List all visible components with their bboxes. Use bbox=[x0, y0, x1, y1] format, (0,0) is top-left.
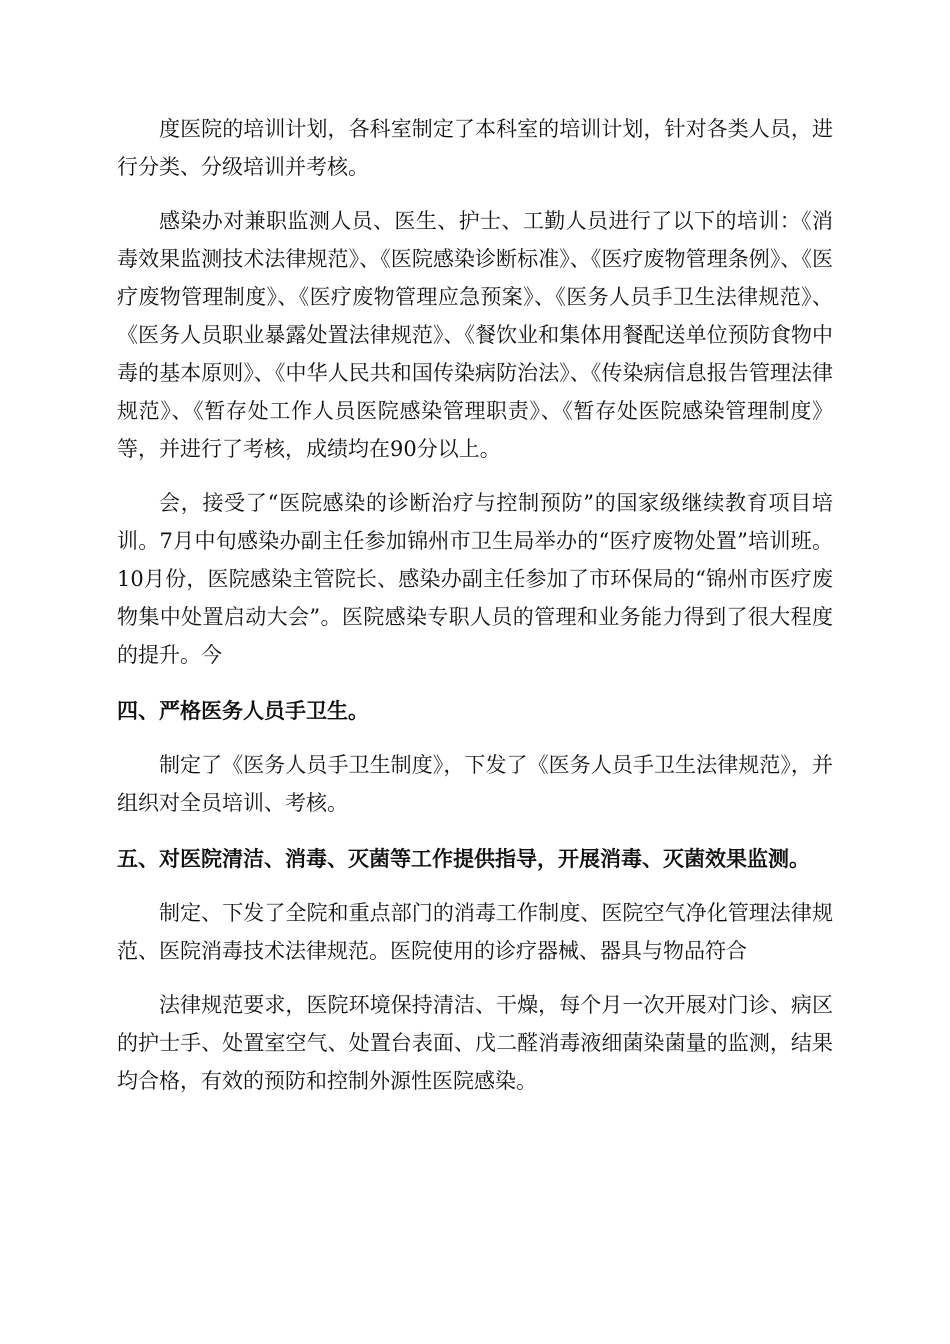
paragraph-training-list: 感染办对兼职监测人员、医生、护士、工勤人员进行了以下的培训：《消毒效果监测技术法律规范》、《医院感染诊断标准》、《医疗废物管理条例》、《医疗废物管理制度》、《医疗废物管理应急预案》、《医务人员手卫生法律规范》、《医务人员职业暴露处置法律规范》、《餐饮业和集体用餐配送单位预防食物中毒的基本原则》、《中华人民共和国传染病防治法》、《传染病信息报告管理法律规范》、《暂存处工作人员医院感染管理职责》、《暂存处医院感染管理制度》等，并进行了考核，成绩均在90分以上。 bbox=[117, 209, 833, 461]
paragraph-hand-hygiene: 制定了《医务人员手卫生制度》，下发了《医务人员手卫生法律规范》，并组织对全员培训、考核。 bbox=[117, 753, 833, 815]
section-heading-disinfection: 五、对医院清洁、消毒、灭菌等工作提供指导，开展消毒、灭菌效果监测。 bbox=[117, 847, 810, 871]
paragraph-disinfection-rules: 制定、下发了全院和重点部门的消毒工作制度、医院空气净化管理法律规范、医院消毒技术法律规范。医院使用的诊疗器械、器具与物品符合 bbox=[117, 901, 833, 963]
paragraph-disinfection-monitoring: 法律规范要求，医院环境保持清洁、干燥，每个月一次开展对门诊、病区的护士手、处置室空气、处置台表面、戊二醛消毒液细菌染菌量的监测，结果均合格，有效的预防和控制外源性医院感染。 bbox=[117, 993, 833, 1093]
paragraph-continuing-education: 会，接受了“医院感染的诊断治疗与控制预防”的国家级继续教育项目培训。7月中旬感染办副主任参加锦州市卫生局举办的“医疗废物处置”培训班。10月份，医院感染主管院长、感染办副主任参加了市环保局的“锦州市医疗废物集中处置启动大会”。医院感染专职人员的管理和业务能力得到了很大程度的提升。今 bbox=[117, 491, 833, 667]
paragraph-training-plan: 度医院的培训计划，各科室制定了本科室的培训计划，针对各类人员，进行分类、分级培训并考核。 bbox=[117, 117, 833, 179]
section-heading-hand-hygiene: 四、严格医务人员手卫生。 bbox=[117, 699, 369, 723]
document-page bbox=[117, 110, 833, 1100]
